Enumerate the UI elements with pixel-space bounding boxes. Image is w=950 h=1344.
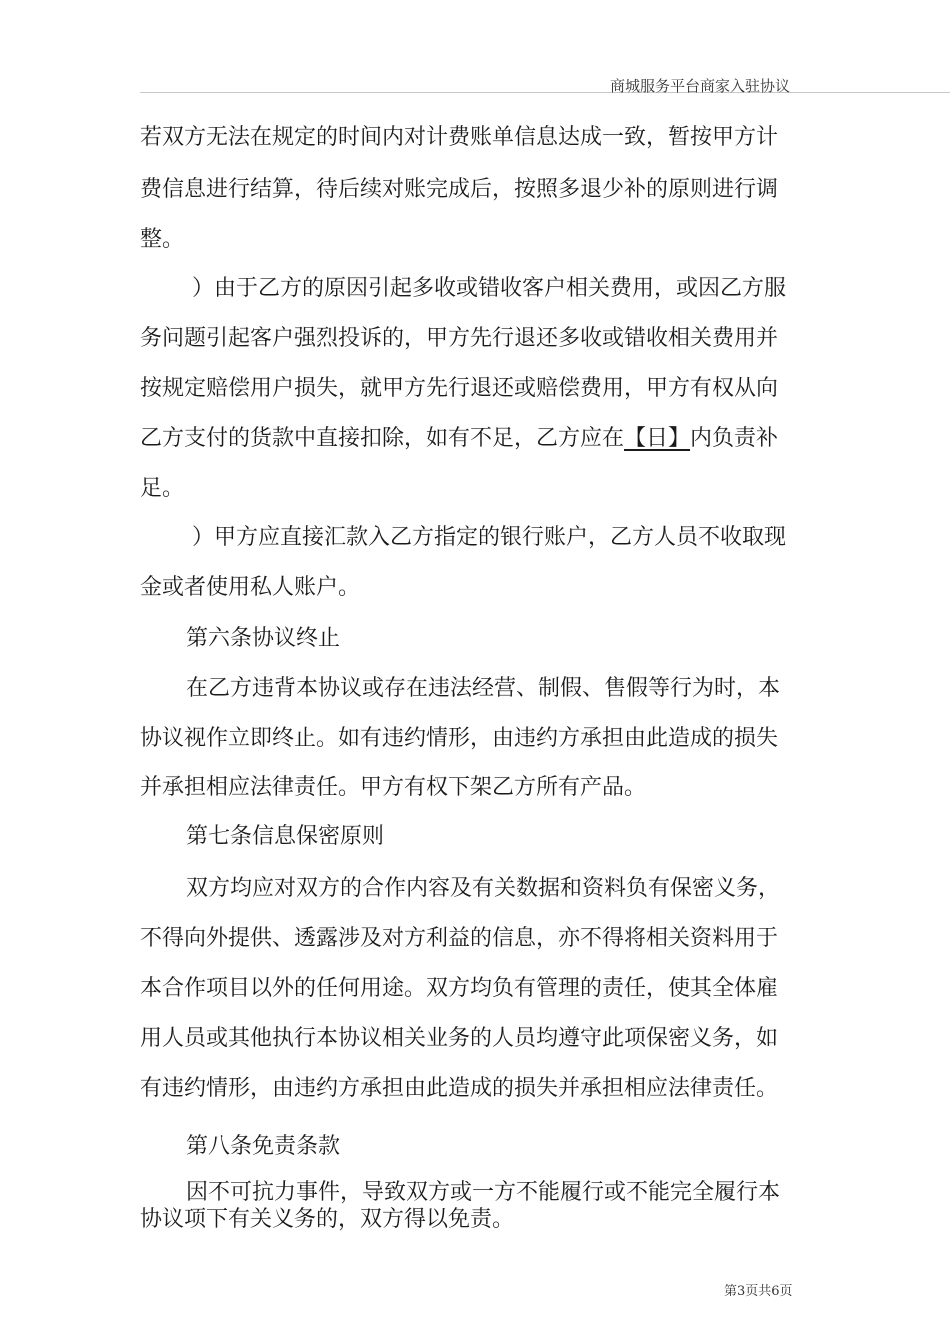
body-line: 有违约情形，由违约方承担由此造成的损失并承担相应法律责任。 xyxy=(140,1076,779,1101)
body-line: ）由于乙方的原因引起多收或错收客户相关费用，或因乙方服 xyxy=(192,276,787,301)
section-heading: 第七条信息保密原则 xyxy=(186,824,385,849)
body-line: 费信息进行结算，待后续对账完成后，按照多退少补的原则进行调 xyxy=(140,177,779,202)
section-heading: 第八条免责条款 xyxy=(186,1134,341,1159)
body-line: 按规定赔偿用户损失，就甲方先行退还或赔偿费用，甲方有权从向 xyxy=(140,376,779,401)
body-line: 本合作项目以外的任何用途。双方均负有管理的责任，使其全体雇 xyxy=(140,976,779,1001)
header-rule xyxy=(140,92,950,93)
body-line: 金或者使用私人账户。 xyxy=(140,575,361,600)
body-line: 足。 xyxy=(140,476,185,501)
body-line: 务问题引起客户强烈投诉的，甲方先行退还多收或错收相关费用并 xyxy=(140,326,779,351)
body-line: 不得向外提供、透露涉及对方利益的信息，亦不得将相关资料用于 xyxy=(140,926,779,951)
body-line: 若双方无法在规定的时间内对计费账单信息达成一致，暂按甲方计 xyxy=(140,125,779,150)
body-line: 用人员或其他执行本协议相关业务的人员均遵守此项保密义务，如 xyxy=(140,1026,779,1051)
blank-field: 【日】 xyxy=(624,426,691,451)
section-heading: 第六条协议终止 xyxy=(186,626,341,651)
body-line: ）甲方应直接汇款入乙方指定的银行账户，乙方人员不收取现 xyxy=(192,525,787,550)
body-line: 协议项下有关义务的，双方得以免责。 xyxy=(140,1207,515,1232)
body-line xyxy=(140,424,778,454)
header-title: 商城服务平台商家入驻协议 xyxy=(610,77,791,95)
body-line: 在乙方违背本协议或存在违法经营、制假、售假等行为时，本 xyxy=(186,676,781,701)
body-line: 整。 xyxy=(140,227,185,252)
body-line-text: 乙方支付的货款中直接扣除，如有不足，乙方应在 xyxy=(140,426,625,451)
page-number: 第3页共6页 xyxy=(724,1284,793,1299)
body-line: 因不可抗力事件，导致双方或一方不能履行或不能完全履行本 xyxy=(186,1180,781,1205)
body-line: 双方均应对双方的合作内容及有关数据和资料负有保密义务， xyxy=(186,876,781,901)
body-line: 协议视作立即终止。如有违约情形，由违约方承担由此造成的损失 xyxy=(140,726,779,751)
body-line-text: 内负责补 xyxy=(690,426,779,451)
body-line: 并承担相应法律责任。甲方有权下架乙方所有产品。 xyxy=(140,775,647,800)
